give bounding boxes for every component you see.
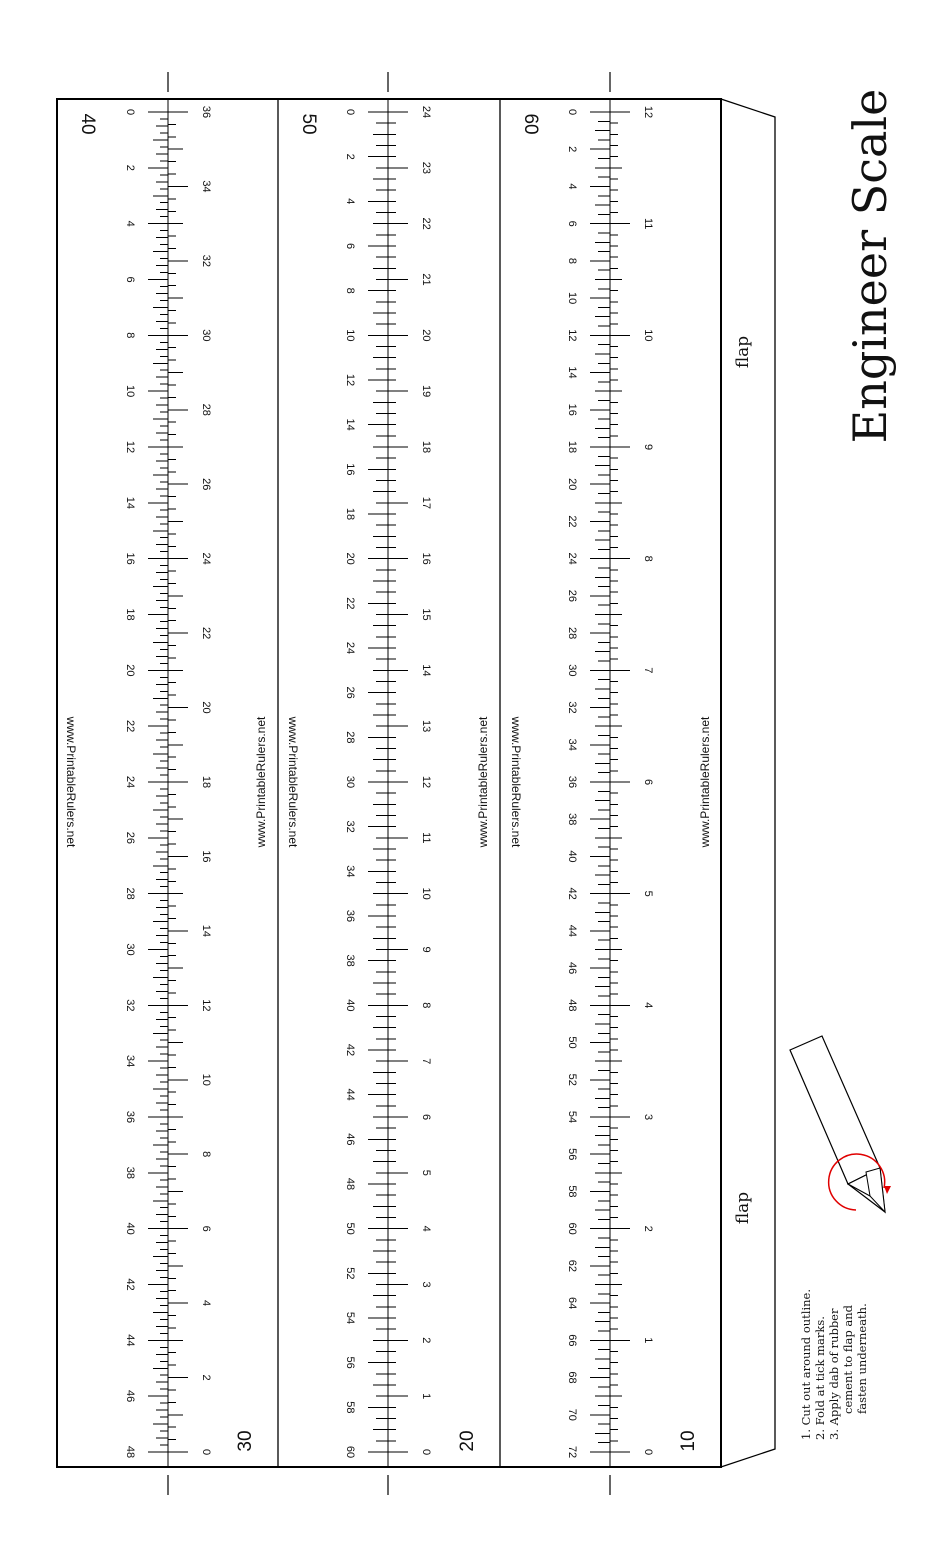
tick-label: 54: [566, 1110, 579, 1124]
tick-label: 32: [124, 999, 137, 1012]
tick-label: 22: [566, 515, 579, 528]
tick-label: 16: [124, 552, 137, 565]
tick-label: 56: [566, 1148, 579, 1161]
tick-label: 20: [566, 478, 579, 491]
tick-label: 16: [420, 552, 433, 565]
tick-label: 44: [344, 1088, 357, 1101]
tick-label: 56: [344, 1356, 357, 1369]
tick-label: 60: [344, 1445, 357, 1459]
tick-label: 6: [420, 1113, 433, 1121]
scale-number-label: 50: [297, 113, 319, 135]
flap-label-top: flap: [733, 335, 753, 369]
instruction-line: 1. Cut out around outline.: [799, 1289, 813, 1440]
tick-label: 20: [200, 701, 213, 714]
tick-label: 36: [200, 105, 213, 119]
tick-label: 12: [420, 775, 433, 789]
tick-label: 22: [420, 217, 433, 230]
tick-label: 21: [420, 273, 433, 286]
tick-label: 18: [420, 440, 433, 454]
tick-label: 36: [566, 775, 579, 789]
tick-label: 1: [420, 1393, 433, 1400]
tick-label: 28: [344, 731, 357, 744]
tick-label: 5: [642, 890, 655, 897]
tick-label: 22: [344, 597, 357, 610]
tick-label: 10: [344, 329, 357, 342]
flap-label-bottom: flap: [733, 1191, 753, 1225]
tick-label: 34: [200, 180, 213, 193]
tick-label: 60: [566, 1222, 579, 1235]
tick-label: 26: [124, 831, 137, 844]
scale-10: [610, 106, 699, 1455]
tick-label: 58: [344, 1401, 357, 1414]
tick-label: 14: [344, 418, 357, 431]
tick-label: 10: [200, 1073, 213, 1086]
tick-label: 4: [124, 220, 137, 227]
tick-label: 3: [642, 1113, 655, 1121]
tick-label: 50: [566, 1036, 579, 1049]
tick-label: 6: [566, 220, 579, 227]
tick-label: 48: [566, 999, 579, 1012]
tick-label: 24: [566, 552, 579, 565]
tick-label: 32: [566, 701, 579, 714]
tick-label: 19: [420, 385, 433, 398]
tick-label: 70: [566, 1408, 579, 1421]
instruction-line: 2. Fold at tick marks.: [813, 1316, 827, 1440]
website-label: www.PrintableRulers.net: [476, 716, 491, 848]
tick-label: 36: [124, 1110, 137, 1124]
tick-label: 6: [124, 276, 137, 283]
tick-label: 4: [420, 1225, 433, 1232]
tick-label: 46: [566, 961, 579, 975]
fold-marks: [168, 72, 610, 1495]
tick-label: 34: [566, 738, 579, 751]
tick-label: 24: [200, 552, 213, 565]
flap-outline: [721, 99, 775, 1467]
tick-label: 30: [566, 664, 579, 677]
tick-label: 36: [344, 909, 357, 923]
tick-label: 0: [566, 108, 579, 116]
tick-label: 40: [566, 850, 579, 863]
tick-label: 26: [344, 686, 357, 699]
tick-label: 54: [344, 1311, 357, 1325]
tick-label: 6: [344, 242, 357, 250]
tick-label: 20: [124, 664, 137, 677]
scale-20: [388, 106, 478, 1455]
tick-label: 38: [124, 1166, 137, 1179]
tick-label: 24: [420, 105, 433, 119]
tick-label: 64: [566, 1296, 579, 1310]
tick-label: 12: [344, 373, 357, 387]
tick-label: 0: [344, 108, 357, 116]
scale-40: [77, 109, 168, 1458]
tick-label: 9: [420, 946, 433, 953]
tick-label: 2: [344, 153, 357, 160]
tick-label: 44: [124, 1334, 137, 1347]
tick-label: 72: [566, 1445, 579, 1459]
tick-label: 15: [420, 608, 433, 621]
tick-label: 8: [344, 287, 357, 294]
tick-label: 2: [566, 146, 579, 153]
scale-60: [520, 109, 610, 1458]
tick-label: 3: [420, 1281, 433, 1288]
tick-label: 18: [566, 440, 579, 454]
tick-label: 18: [200, 775, 213, 789]
tick-label: 11: [420, 832, 433, 844]
tick-label: 23: [420, 161, 433, 174]
tick-label: 26: [200, 478, 213, 491]
tick-label: 0: [420, 1448, 433, 1456]
instruction-line: 3. Apply dab of rubber: [827, 1308, 841, 1440]
tick-label: 2: [124, 164, 137, 171]
tick-label: 8: [566, 257, 579, 264]
tick-label: 1: [642, 1337, 655, 1344]
tick-label: 4: [200, 1300, 213, 1307]
tick-label: 2: [200, 1374, 213, 1381]
svg-text:1. Cut out around outline.: [799, 1285, 869, 1440]
tick-label: 52: [566, 1073, 579, 1086]
tick-label: 0: [642, 1448, 655, 1456]
tick-label: 42: [124, 1278, 137, 1291]
tick-label: 20: [420, 329, 433, 342]
tick-label: 10: [124, 385, 137, 398]
tick-label: 4: [642, 1002, 655, 1009]
tick-label: 11: [642, 217, 655, 230]
tick-label: 30: [124, 943, 137, 956]
tick-label: 50: [344, 1222, 357, 1235]
tick-label: 30: [344, 775, 357, 789]
tick-label: 32: [344, 820, 357, 833]
scale-number-label: 40: [76, 113, 98, 135]
website-label: www.PrintableRulers.net: [508, 716, 523, 848]
tick-label: 58: [566, 1185, 579, 1198]
tick-label: 62: [566, 1259, 579, 1273]
tick-label: 12: [642, 105, 655, 119]
ruler-scales: [64, 99, 712, 1467]
tick-label: 10: [566, 291, 579, 305]
tick-label: 18: [124, 608, 137, 621]
tick-label: 30: [200, 329, 213, 342]
tick-label: 17: [420, 496, 433, 509]
tick-label: 2: [420, 1337, 433, 1344]
tick-label: 24: [344, 641, 357, 655]
tick-label: 40: [344, 999, 357, 1012]
tick-label: 16: [566, 403, 579, 416]
scale-number-label: 30: [235, 1430, 257, 1452]
scale-number-label: 10: [678, 1430, 700, 1452]
website-label: www.PrintableRulers.net: [254, 716, 269, 848]
tick-label: 14: [420, 664, 433, 677]
tick-label: 22: [124, 720, 137, 733]
tick-label: 40: [124, 1222, 137, 1235]
tick-label: 14: [566, 366, 579, 379]
tick-label: 8: [642, 555, 655, 562]
tick-label: 48: [124, 1445, 137, 1459]
tick-label: 13: [420, 720, 433, 733]
scale-30: [168, 106, 256, 1455]
website-label: www.PrintableRulers.net: [698, 716, 713, 848]
tick-label: 46: [124, 1390, 137, 1403]
tick-label: 38: [566, 813, 579, 826]
tick-label: 28: [124, 887, 137, 900]
scale-number-label: 20: [457, 1430, 479, 1452]
tick-label: 12: [200, 999, 213, 1012]
tick-label: 5: [420, 1169, 433, 1176]
tick-label: 46: [344, 1133, 357, 1146]
tick-label: 8: [420, 1002, 433, 1009]
instruction-line: cement to flap and: [841, 1304, 855, 1414]
tick-label: 10: [642, 329, 655, 342]
tick-label: 26: [566, 589, 579, 603]
tick-label: 22: [200, 626, 213, 640]
tick-label: 6: [642, 778, 655, 786]
tick-label: 7: [642, 667, 655, 674]
tick-label: 34: [124, 1055, 137, 1068]
tick-label: 24: [124, 775, 137, 789]
tick-label: 52: [344, 1267, 357, 1280]
tick-label: 8: [124, 332, 137, 339]
tick-label: 38: [344, 954, 357, 967]
scale-number-label: 60: [519, 113, 541, 135]
tick-label: 66: [566, 1334, 579, 1347]
tick-label: 28: [200, 403, 213, 416]
tick-label: 2: [642, 1225, 655, 1232]
website-label: www.PrintableRulers.net: [63, 716, 78, 848]
tick-label: 48: [344, 1177, 357, 1191]
tick-label: 4: [566, 183, 579, 190]
fold-diagram-icon: [790, 1036, 891, 1212]
page-title: Engineer Scale: [843, 88, 897, 444]
tick-label: 42: [344, 1043, 357, 1057]
tick-label: 18: [344, 507, 357, 521]
tick-label: 6: [200, 1225, 213, 1232]
tick-label: 14: [124, 496, 137, 509]
tick-label: 7: [420, 1058, 433, 1065]
instructions: [799, 1285, 869, 1440]
tick-label: 12: [124, 440, 137, 454]
tick-label: 32: [200, 254, 213, 268]
scale-50: [298, 109, 388, 1458]
tick-label: 9: [642, 443, 655, 451]
tick-label: 34: [344, 865, 357, 878]
tick-label: 42: [566, 887, 579, 900]
tick-label: 0: [200, 1448, 213, 1456]
website-label: www.PrintableRulers.net: [285, 716, 300, 848]
tick-label: 4: [344, 198, 357, 205]
tick-label: 0: [124, 108, 137, 116]
instruction-line: fasten underneath.: [855, 1303, 869, 1414]
tick-label: 8: [200, 1151, 213, 1158]
tick-label: 14: [200, 924, 213, 938]
tick-label: 12: [566, 329, 579, 342]
tick-label: 44: [566, 924, 579, 938]
tick-label: 10: [420, 887, 433, 900]
tick-label: 28: [566, 626, 579, 640]
tick-label: 16: [344, 463, 357, 476]
tick-label: 16: [200, 850, 213, 863]
tick-label: 20: [344, 552, 357, 565]
tick-label: 68: [566, 1371, 579, 1384]
